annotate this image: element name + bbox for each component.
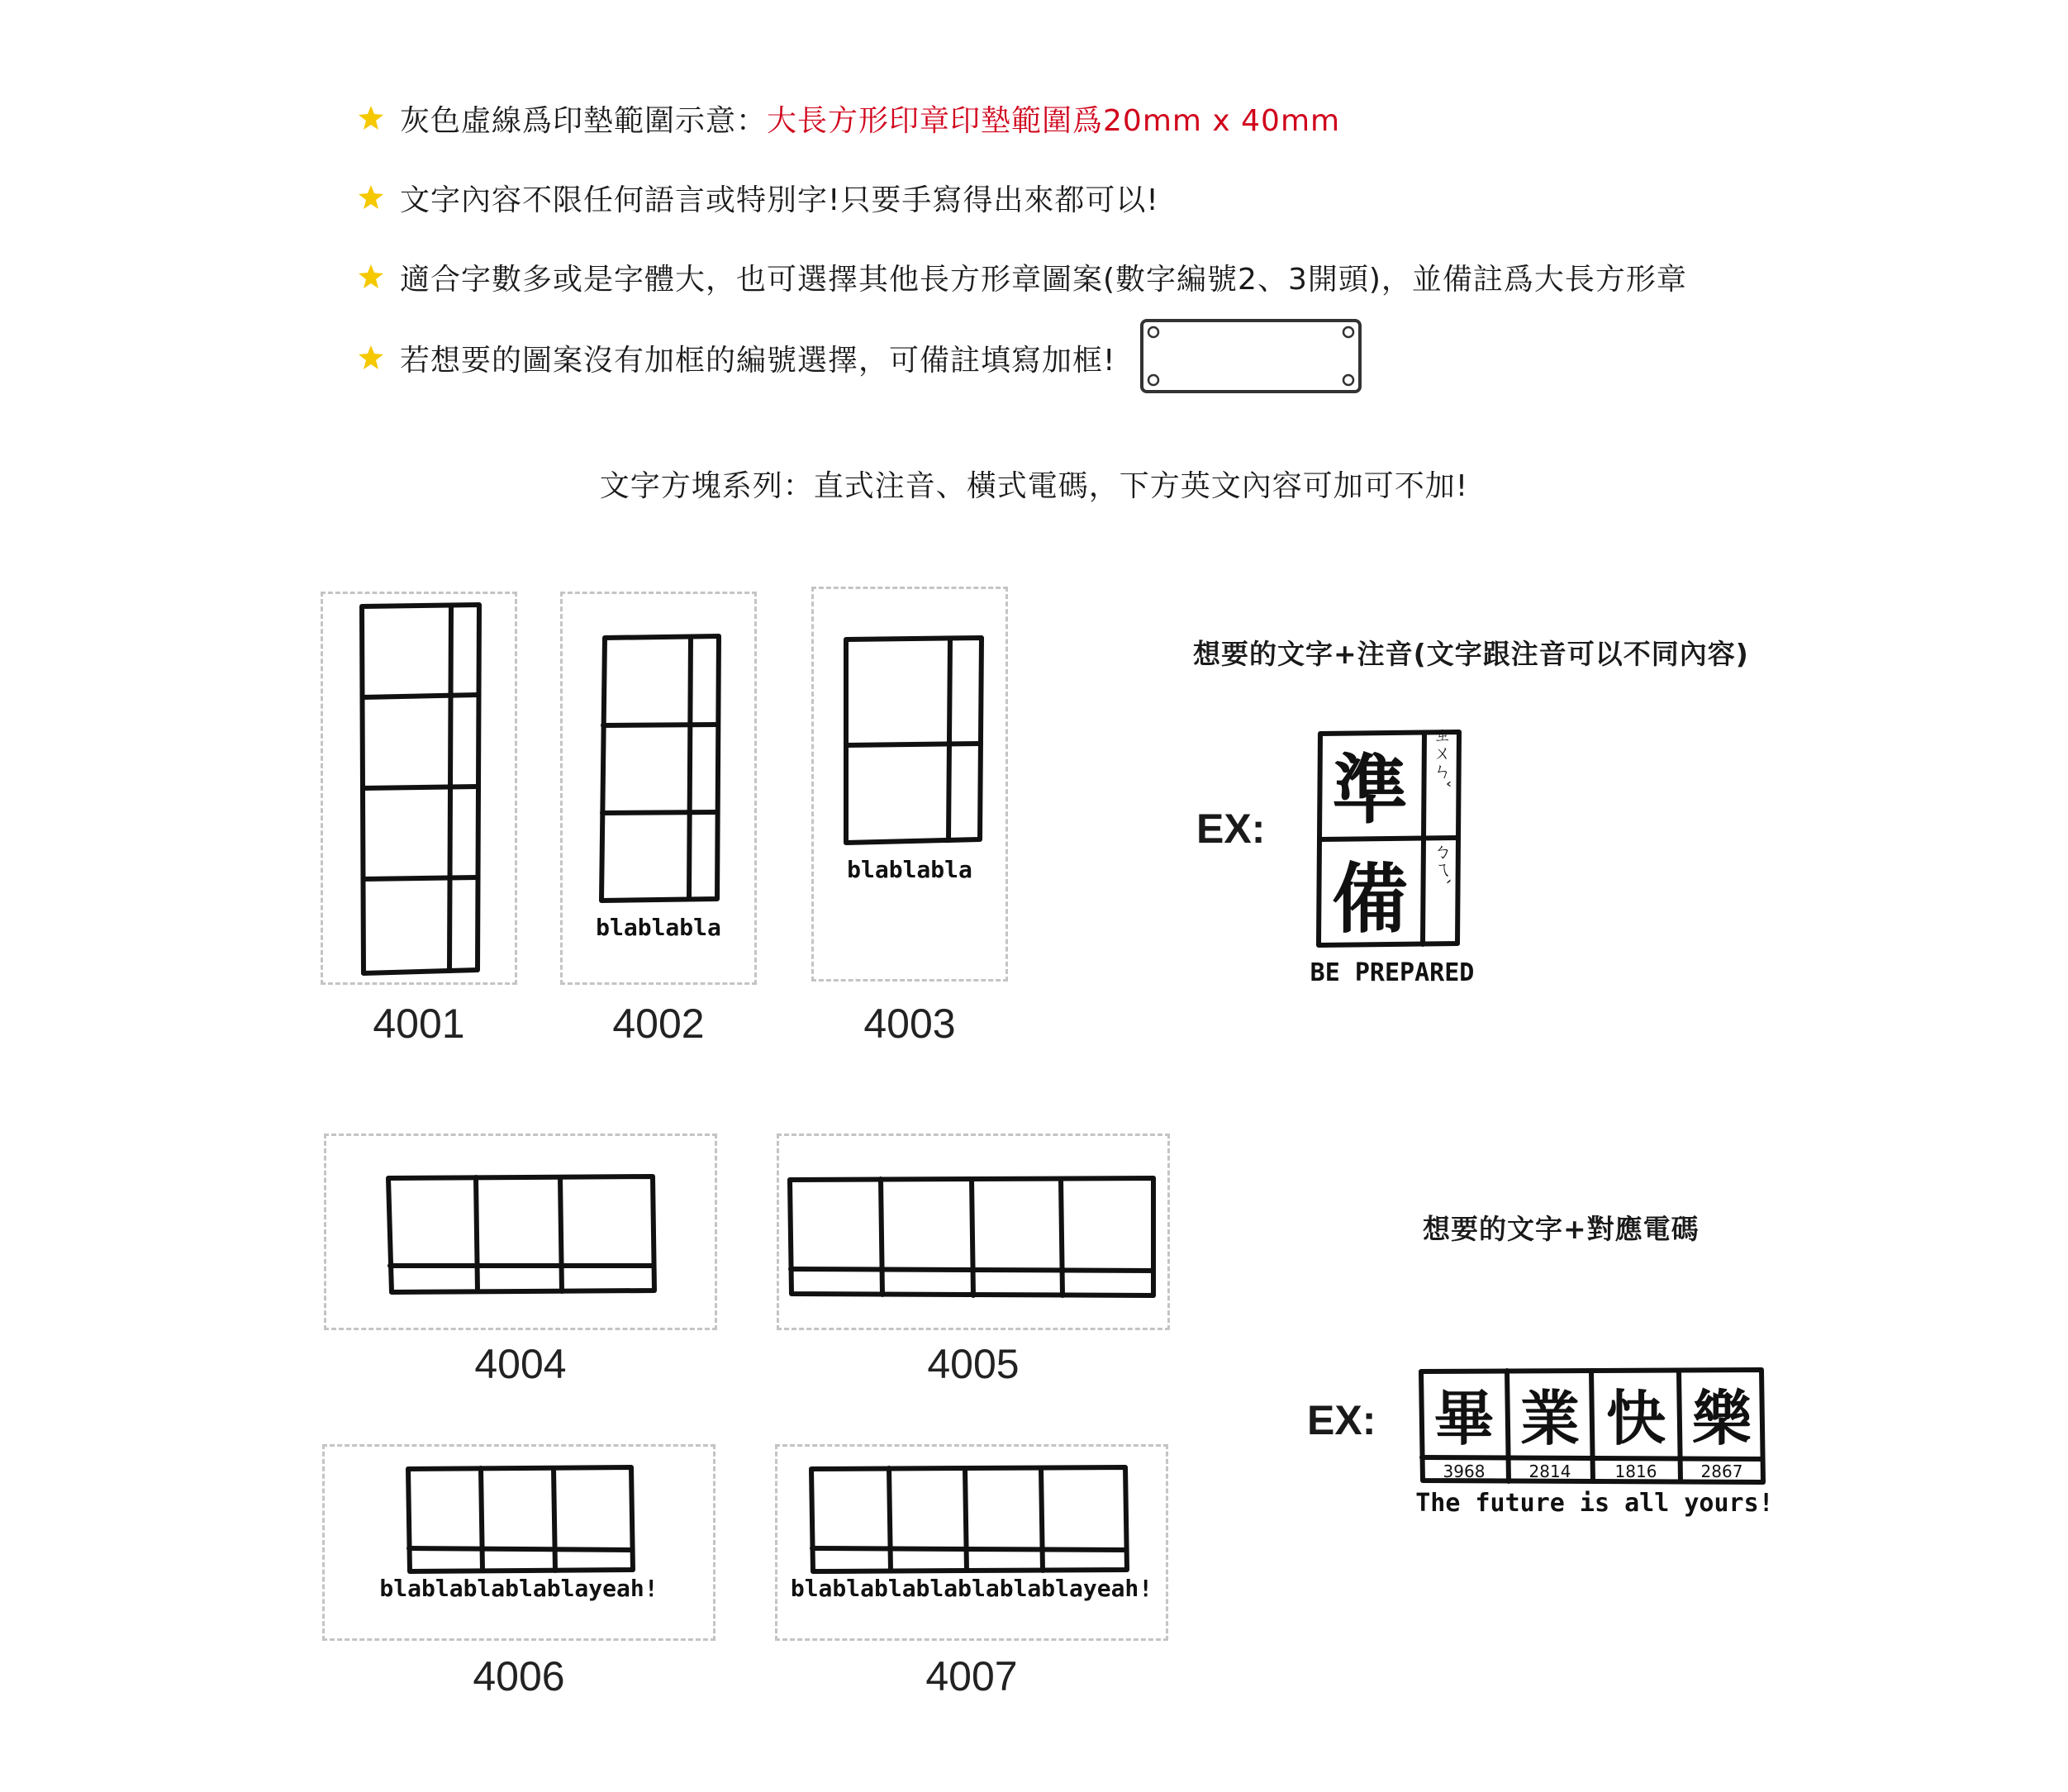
horizontal-char: 畢 <box>1433 1384 1495 1453</box>
horizontal-code: 2867 <box>1700 1462 1743 1481</box>
example-horizontal-heading: 想要的文字+對應電碼 <box>1423 1213 1700 1245</box>
design-code: 4005 <box>927 1341 1020 1387</box>
horizontal-char: 快 <box>1605 1384 1666 1453</box>
vertical-char: 備 <box>1331 855 1409 944</box>
design-code: 4007 <box>925 1653 1018 1699</box>
design-caption: blablablablablablablayeah! <box>790 1575 1153 1602</box>
design-4005-stamp <box>785 1172 1165 1304</box>
example-vertical-heading: 想要的文字+注音(文字跟注音可以不同內容) <box>1193 638 1749 670</box>
design-caption: blablabla <box>847 856 972 883</box>
vertical-char: 準 <box>1331 746 1409 834</box>
example-label: EX: <box>1196 806 1266 852</box>
design-4002-stamp <box>597 633 729 906</box>
design-4001-stamp <box>355 601 487 982</box>
note-text: 灰色虛線爲印墊範圍示意： <box>400 103 768 138</box>
star-icon <box>357 344 385 372</box>
horizontal-code: 3968 <box>1443 1462 1486 1481</box>
note-3 <box>357 256 1687 297</box>
design-code: 4003 <box>863 1001 956 1047</box>
design-code: 4001 <box>373 1001 465 1047</box>
example-label: EX: <box>1307 1397 1376 1443</box>
frame-sample-icon <box>1140 319 1363 395</box>
design-4007-stamp <box>806 1462 1137 1578</box>
star-icon <box>357 263 385 291</box>
note-2 <box>357 177 1159 218</box>
horizontal-code: 2814 <box>1528 1462 1571 1481</box>
design-code: 4002 <box>612 1001 705 1047</box>
star-icon <box>357 104 385 132</box>
design-caption: blablablablablayeah! <box>379 1575 658 1602</box>
note-text: 若想要的圖案沒有加框的編號選擇，可備註填寫加框! <box>400 343 1116 378</box>
star-icon <box>357 183 385 212</box>
example-vertical-stamp <box>1314 727 1471 958</box>
vertical-zhuyin: ㄅㄟˋ <box>1430 841 1452 887</box>
design-caption: blablabla <box>596 914 721 941</box>
design-4003-stamp <box>839 633 988 848</box>
design-4004-stamp <box>383 1172 664 1295</box>
example-horizontal-caption: The future is all yours! <box>1415 1489 1774 1518</box>
design-4006-stamp <box>402 1462 641 1578</box>
note-text: 適合字數多或是字體大，也可選擇其他長方形章圖案(數字編號2、3開頭)，並備註爲大長方形章 <box>400 262 1687 297</box>
design-code: 4004 <box>474 1341 567 1387</box>
horizontal-char: 業 <box>1519 1384 1581 1453</box>
example-vertical-caption: BE PREPARED <box>1310 958 1475 987</box>
note-1 <box>357 97 1340 139</box>
vertical-zhuyin: ㄓㄨㄣˇ <box>1430 725 1452 789</box>
horizontal-char: 樂 <box>1691 1384 1752 1453</box>
section-title: 文字方塊系列：直式注音、橫式電碼，下方英文內容可加可不加! <box>599 469 1469 503</box>
note-highlight: 大長方形印章印墊範圍爲20mm x 40mm <box>767 103 1341 138</box>
note-text: 文字內容不限任何語言或特別字!只要手寫得出來都可以! <box>400 183 1159 217</box>
horizontal-code: 1816 <box>1614 1462 1657 1481</box>
design-code: 4006 <box>473 1653 565 1699</box>
note-4 <box>357 337 1115 378</box>
example-horizontal-stamp <box>1416 1365 1771 1487</box>
